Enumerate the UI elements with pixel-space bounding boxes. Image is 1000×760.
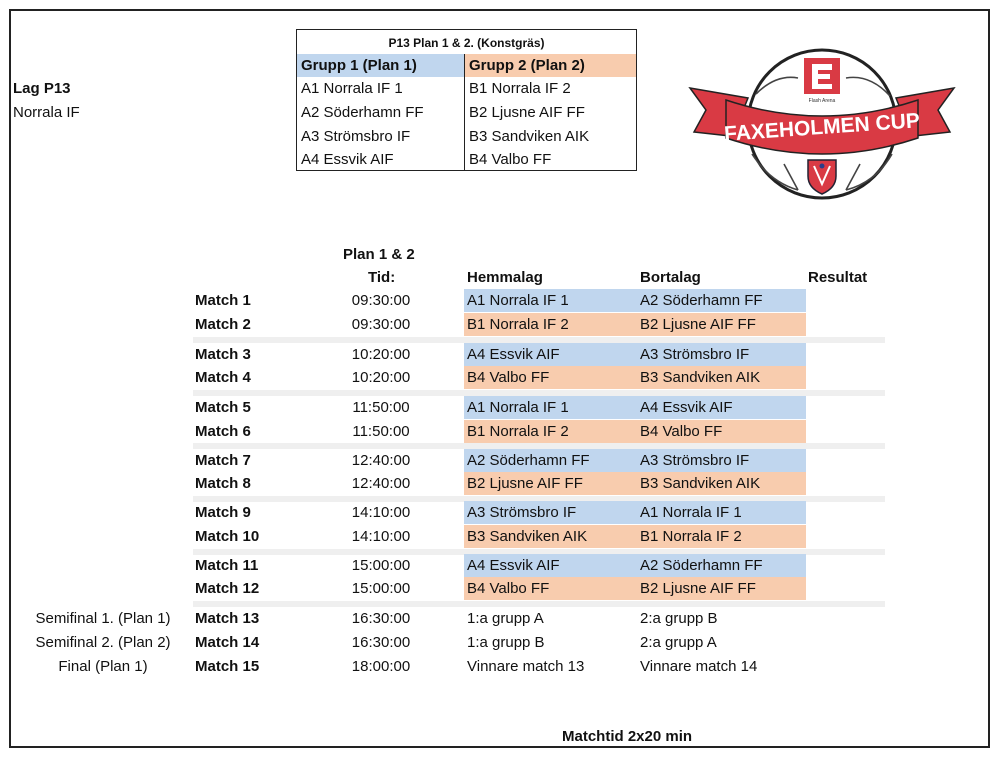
faxeholmen-cup-logo [686, 44, 958, 206]
group2-team: B2 Ljusne AIF FF [469, 104, 585, 121]
group2-team: B3 Sandviken AIK [469, 128, 590, 145]
home-team: B2 Ljusne AIF FF [464, 472, 637, 495]
stage-label: Semifinal 2. (Plan 2) [35, 634, 171, 651]
match-time: 10:20:00 [351, 346, 411, 363]
match-label: Match 6 [195, 423, 251, 440]
group2-team: B4 Valbo FF [469, 151, 552, 168]
match-duration-note: Matchtid 2x20 min [562, 728, 693, 745]
match-label: Match 1 [195, 292, 251, 309]
home-team: A1 Norrala IF 1 [464, 289, 637, 312]
logo-text: FAXEHOLMEN CUP [723, 109, 921, 146]
match-time: 15:00:00 [351, 557, 411, 574]
away-team: A3 Strömsbro IF [637, 343, 806, 366]
match-label: Match 13 [195, 610, 260, 627]
away-team: B3 Sandviken AIK [637, 366, 806, 389]
away-team: A4 Essvik AIF [637, 396, 806, 419]
match-time: 09:30:00 [351, 292, 411, 309]
stage-label: Semifinal 1. (Plan 1) [35, 610, 171, 627]
group-table [296, 29, 637, 171]
match-time: 10:20:00 [351, 369, 411, 386]
home-team: B1 Norrala IF 2 [464, 313, 637, 336]
match-label: Match 10 [195, 528, 260, 545]
home-team: A1 Norrala IF 1 [464, 396, 637, 419]
match-label: Match 5 [195, 399, 251, 416]
team-name: Norrala IF [13, 104, 80, 121]
away-team-header: Bortalag [640, 269, 701, 286]
home-team: 1:a grupp A [467, 610, 544, 627]
home-team: B1 Norrala IF 2 [464, 420, 637, 443]
home-team: B4 Valbo FF [464, 577, 637, 600]
home-team: B4 Valbo FF [464, 366, 637, 389]
team-label: Lag P13 [13, 80, 71, 97]
group1-team: A1 Norrala IF 1 [301, 80, 403, 97]
home-team: A4 Essvik AIF [464, 343, 637, 366]
home-team: B3 Sandviken AIK [464, 525, 637, 548]
plan-header: Plan 1 & 2 [343, 246, 415, 263]
match-label: Match 14 [195, 634, 260, 651]
home-team: A2 Söderhamn FF [464, 449, 637, 472]
away-team: A2 Söderhamn FF [637, 289, 806, 312]
match-label: Match 7 [195, 452, 251, 469]
away-team: B4 Valbo FF [637, 420, 806, 443]
group1-team: A2 Söderhamn FF [301, 104, 424, 121]
match-time: 18:00:00 [351, 658, 411, 675]
away-team: A2 Söderhamn FF [637, 554, 806, 577]
match-time: 14:10:00 [351, 528, 411, 545]
match-label: Match 3 [195, 346, 251, 363]
match-time: 16:30:00 [351, 610, 411, 627]
match-label: Match 12 [195, 580, 260, 597]
match-time: 11:50:00 [352, 423, 410, 440]
logo-fine-print: Flash Arena [808, 98, 836, 104]
match-label: Match 9 [195, 504, 251, 521]
group1-team: A3 Strömsbro IF [301, 128, 411, 145]
match-time: 12:40:00 [351, 475, 411, 492]
match-time: 12:40:00 [351, 452, 411, 469]
away-team: B2 Ljusne AIF FF [637, 313, 806, 336]
match-label: Match 15 [195, 658, 260, 675]
away-team: B2 Ljusne AIF FF [637, 577, 806, 600]
group2-header: Grupp 2 (Plan 2) [465, 54, 636, 77]
away-team: B1 Norrala IF 2 [637, 525, 806, 548]
away-team: 2:a grupp B [640, 610, 718, 627]
home-team: A3 Strömsbro IF [464, 501, 637, 524]
match-time: 15:00:00 [351, 580, 411, 597]
match-label: Match 2 [195, 316, 251, 333]
home-team-header: Hemmalag [467, 269, 543, 286]
away-team: A1 Norrala IF 1 [637, 501, 806, 524]
home-team: Vinnare match 13 [467, 658, 585, 675]
group1-header: Grupp 1 (Plan 1) [297, 54, 464, 77]
away-team: B3 Sandviken AIK [637, 472, 806, 495]
home-team: A4 Essvik AIF [464, 554, 637, 577]
match-time: 09:30:00 [351, 316, 411, 333]
away-team: A3 Strömsbro IF [637, 449, 806, 472]
away-team: 2:a grupp A [640, 634, 717, 651]
match-label: Match 11 [195, 557, 259, 574]
home-team: 1:a grupp B [467, 634, 545, 651]
group1-team: A4 Essvik AIF [301, 151, 394, 168]
match-label: Match 8 [195, 475, 251, 492]
time-header: Tid: [368, 269, 396, 286]
stage-label: Final (Plan 1) [58, 658, 148, 675]
group-table-title: P13 Plan 1 & 2. (Konstgräs) [388, 36, 545, 50]
group2-team: B1 Norrala IF 2 [469, 80, 571, 97]
match-time: 14:10:00 [351, 504, 411, 521]
away-team: Vinnare match 14 [640, 658, 758, 675]
match-time: 16:30:00 [351, 634, 411, 651]
match-time: 11:50:00 [352, 399, 410, 416]
result-header: Resultat [808, 269, 868, 286]
match-label: Match 4 [195, 369, 251, 386]
